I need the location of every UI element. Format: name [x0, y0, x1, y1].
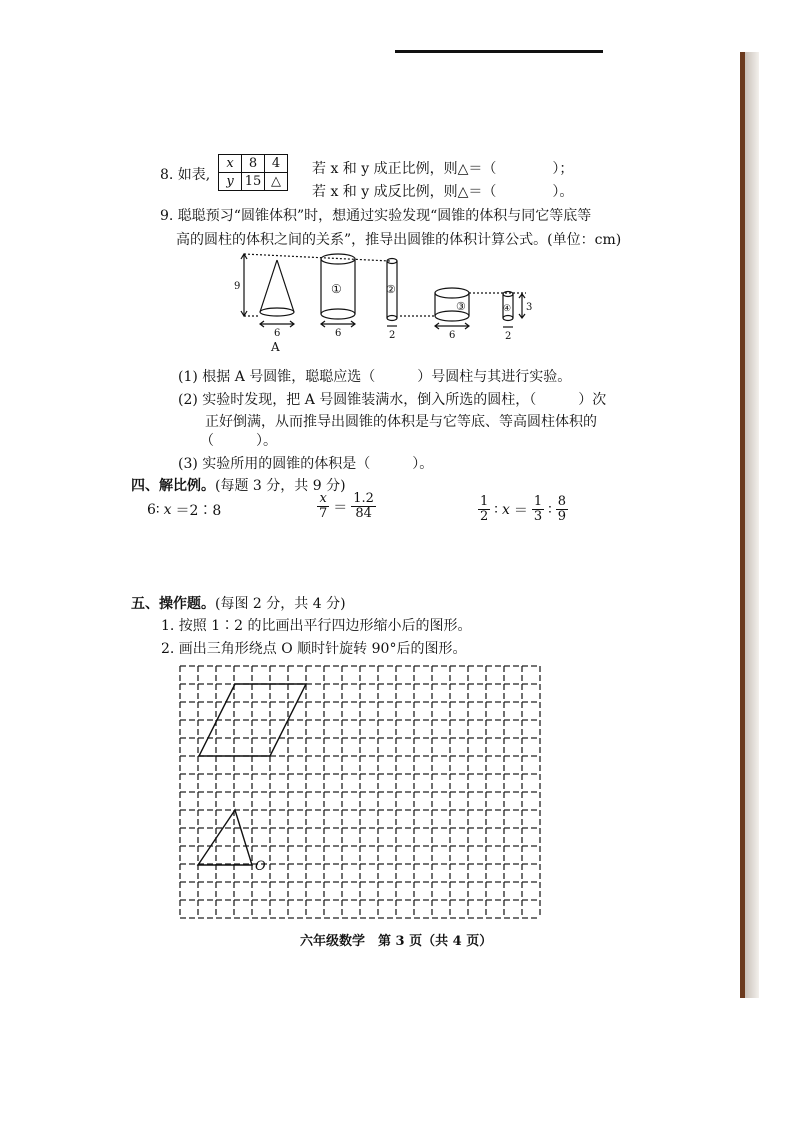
cylinder1-base-label: 6 — [335, 328, 342, 339]
cone-left-edge — [260, 260, 277, 312]
q9-figure — [230, 250, 533, 358]
section5-heading — [131, 595, 346, 613]
cylinder4-top — [503, 292, 513, 297]
point-o-label: O — [255, 859, 266, 874]
q9-part3: (3) 实验所用的圆锥的体积是（ ）。 — [178, 456, 434, 472]
eq3-colon1: ∶ — [494, 501, 498, 518]
eq2-num1: x — [319, 491, 327, 506]
cylinder3-label: ③ — [456, 300, 466, 313]
cylinder1-top — [321, 254, 355, 264]
triangle-shape — [198, 810, 252, 865]
cone-right-edge — [277, 260, 294, 312]
q9-part2a: (2) 实验时发现，把 A 号圆锥装满水，倒入所选的圆柱，（ ）次 — [178, 392, 607, 408]
cylinder1-base — [321, 309, 355, 319]
eq3-eq: ＝ — [513, 502, 528, 519]
eq2-den2: 84 — [355, 506, 372, 521]
eq3-a-den: 2 — [480, 509, 489, 524]
q8-cell-x2: 4 — [265, 155, 288, 173]
cone-base-label: 6 — [274, 328, 281, 339]
section4-title: 四、解比例。 — [131, 478, 215, 494]
section5-points: (每图 2 分，共 4 分) — [215, 596, 346, 612]
cylinder1-label: ① — [331, 282, 342, 296]
cylinder4-label: ④ — [503, 304, 512, 314]
cylinder3-top — [435, 288, 469, 298]
page-edge-shadow — [745, 52, 759, 998]
eq3-c-num: 8 — [557, 494, 567, 509]
q8-line2: 若 x 和 y 成反比例，则△＝（ ）。 — [312, 184, 574, 200]
q9-line2: 高的圆柱的体积之间的关系”，推导出圆锥的体积计算公式。(单位：cm) — [176, 232, 622, 248]
eq1-left: 6∶ — [147, 502, 160, 518]
section5-item2: 2. 画出三角形绕点 O 顺时针旋转 90°后的图形。 — [161, 641, 467, 657]
cone-height-label: 9 — [234, 281, 241, 292]
q8-table — [218, 154, 288, 191]
q8-cell-x: x — [219, 155, 242, 173]
equation3 — [478, 495, 568, 524]
eq3-b-den: 3 — [533, 509, 543, 524]
eq3-var: x — [501, 501, 510, 518]
equation2 — [317, 492, 376, 521]
eq3-a-num: 1 — [480, 494, 489, 509]
cylinder3-base-label: 6 — [449, 330, 456, 341]
section5-title: 五、操作题。 — [131, 596, 215, 612]
q9-part1: (1) 根据 A 号圆锥，聪聪应选（ ）号圆柱与其进行实验。 — [178, 369, 572, 385]
eq2-den1: 7 — [319, 506, 328, 521]
q8-label: 8. 如表, — [160, 167, 211, 183]
eq3-b-num: 1 — [533, 494, 543, 509]
equation1 — [147, 500, 221, 520]
cylinder4-base-label: 2 — [505, 331, 512, 342]
q9-part2c: （ ）。 — [200, 433, 277, 449]
eq1-var: x — [163, 502, 172, 518]
section5-item1: 1. 按照 1∶2 的比画出平行四边形缩小后的图形。 — [161, 618, 472, 634]
eq1-right: ＝2∶8 — [175, 503, 222, 519]
cone-base — [260, 308, 294, 316]
section4-heading — [131, 477, 346, 495]
short-height-label: 3 — [526, 302, 533, 313]
q8-line1: 若 x 和 y 成正比例，则△＝（ ）； — [312, 161, 574, 177]
q8-cell-y1: 15 — [242, 173, 265, 191]
section4-points: (每题 3 分，共 9 分) — [215, 478, 346, 494]
eq2-eq: ＝ — [333, 499, 348, 516]
eq3-c-den: 9 — [557, 509, 567, 524]
page-edge — [740, 52, 745, 998]
page-footer: 六年级数学 第 3 页（共 4 页） — [300, 934, 493, 949]
q8-cell-y2: △ — [265, 173, 288, 191]
q9-line1: 9. 聪聪预习“圆锥体积”时，想通过实验发现“圆锥的体积与同它等底等 — [160, 208, 592, 224]
top-rule — [395, 50, 603, 53]
q8-cell-y: y — [219, 173, 242, 191]
drawing-grid[interactable] — [176, 662, 550, 920]
q9-part2b: 正好倒满，从而推导出圆锥的体积是与它等底、等高圆柱体积的 — [205, 414, 597, 430]
eq2-num2: 1.2 — [353, 491, 374, 506]
cylinder2-label: ② — [386, 283, 396, 296]
q8-cell-x1: 8 — [242, 155, 265, 173]
cylinder2-base-label: 2 — [389, 330, 396, 341]
cone-name-label: A — [271, 340, 280, 354]
eq3-colon2: ∶ — [548, 501, 552, 518]
